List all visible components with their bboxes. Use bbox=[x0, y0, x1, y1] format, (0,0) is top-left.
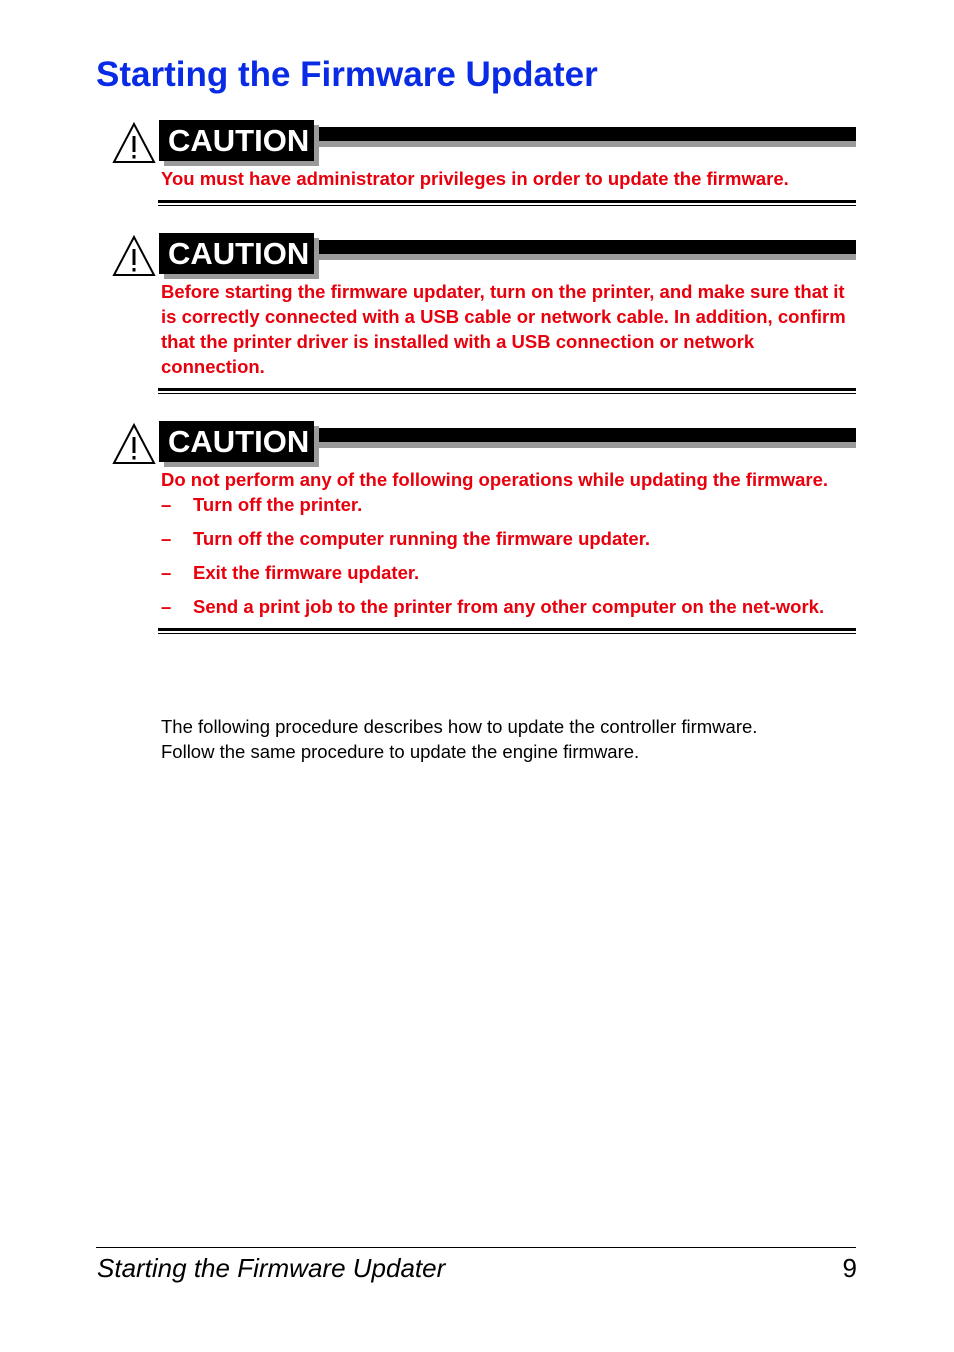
list-item bbox=[161, 560, 856, 585]
caution-body bbox=[161, 279, 856, 379]
dash-bullet: – bbox=[161, 562, 172, 583]
dash-bullet: – bbox=[161, 494, 172, 515]
dash-bullet: – bbox=[161, 528, 172, 549]
list-item-text: Send a print job to the printer from any other computer on the net-work. bbox=[193, 596, 825, 617]
caution-end-rule bbox=[158, 628, 856, 634]
body-line: The following procedure describes how to update the controller firmware. bbox=[161, 716, 758, 737]
caution-label: CAUTION bbox=[159, 120, 314, 161]
caution-block-admin-privileges bbox=[112, 120, 856, 206]
warning-triangle-icon bbox=[112, 423, 160, 467]
page-number: 9 bbox=[842, 1253, 857, 1283]
list-item-text: Turn off the computer running the firmware updater. bbox=[193, 528, 651, 549]
list-item-text: Exit the firmware updater. bbox=[193, 562, 420, 583]
footer-title: Starting the Firmware Updater bbox=[97, 1253, 446, 1283]
caution-intro: Do not perform any of the following operations while updating the firmware. bbox=[161, 469, 829, 490]
list-item-text: Turn off the printer. bbox=[193, 494, 363, 515]
caution-header-bar bbox=[312, 428, 856, 442]
warning-triangle-icon bbox=[112, 235, 160, 279]
caution-text: Before starting the firmware updater, turn on the printer, and make sure that it is correctly connected with a USB cable or network cable. In addition, confirm that the printer driver is installed with a USB connection or network connection. bbox=[161, 281, 846, 377]
caution-label: CAUTION bbox=[159, 233, 314, 274]
body-paragraph bbox=[161, 714, 851, 764]
caution-body bbox=[161, 467, 856, 619]
body-line: Follow the same procedure to update the engine firmware. bbox=[161, 741, 640, 762]
caution-header bbox=[112, 120, 856, 166]
caution-text: You must have administrator privileges in order to update the firmware. bbox=[161, 168, 789, 189]
list-item bbox=[161, 594, 856, 619]
caution-header-bar bbox=[312, 240, 856, 254]
caution-header-bar bbox=[312, 127, 856, 141]
caution-label: CAUTION bbox=[159, 421, 314, 462]
footer-rule bbox=[96, 1247, 856, 1248]
caution-end-rule bbox=[158, 200, 856, 206]
caution-header bbox=[112, 233, 856, 279]
page-title: Starting the Firmware Updater bbox=[96, 55, 598, 94]
warning-triangle-icon bbox=[112, 122, 160, 166]
caution-list bbox=[161, 492, 856, 619]
dash-bullet: – bbox=[161, 596, 172, 617]
caution-body bbox=[161, 166, 856, 191]
caution-block-forbidden-operations bbox=[112, 421, 856, 634]
caution-end-rule bbox=[158, 388, 856, 394]
caution-block-printer-connection bbox=[112, 233, 856, 394]
list-item bbox=[161, 492, 856, 517]
list-item bbox=[161, 526, 856, 551]
caution-header bbox=[112, 421, 856, 467]
